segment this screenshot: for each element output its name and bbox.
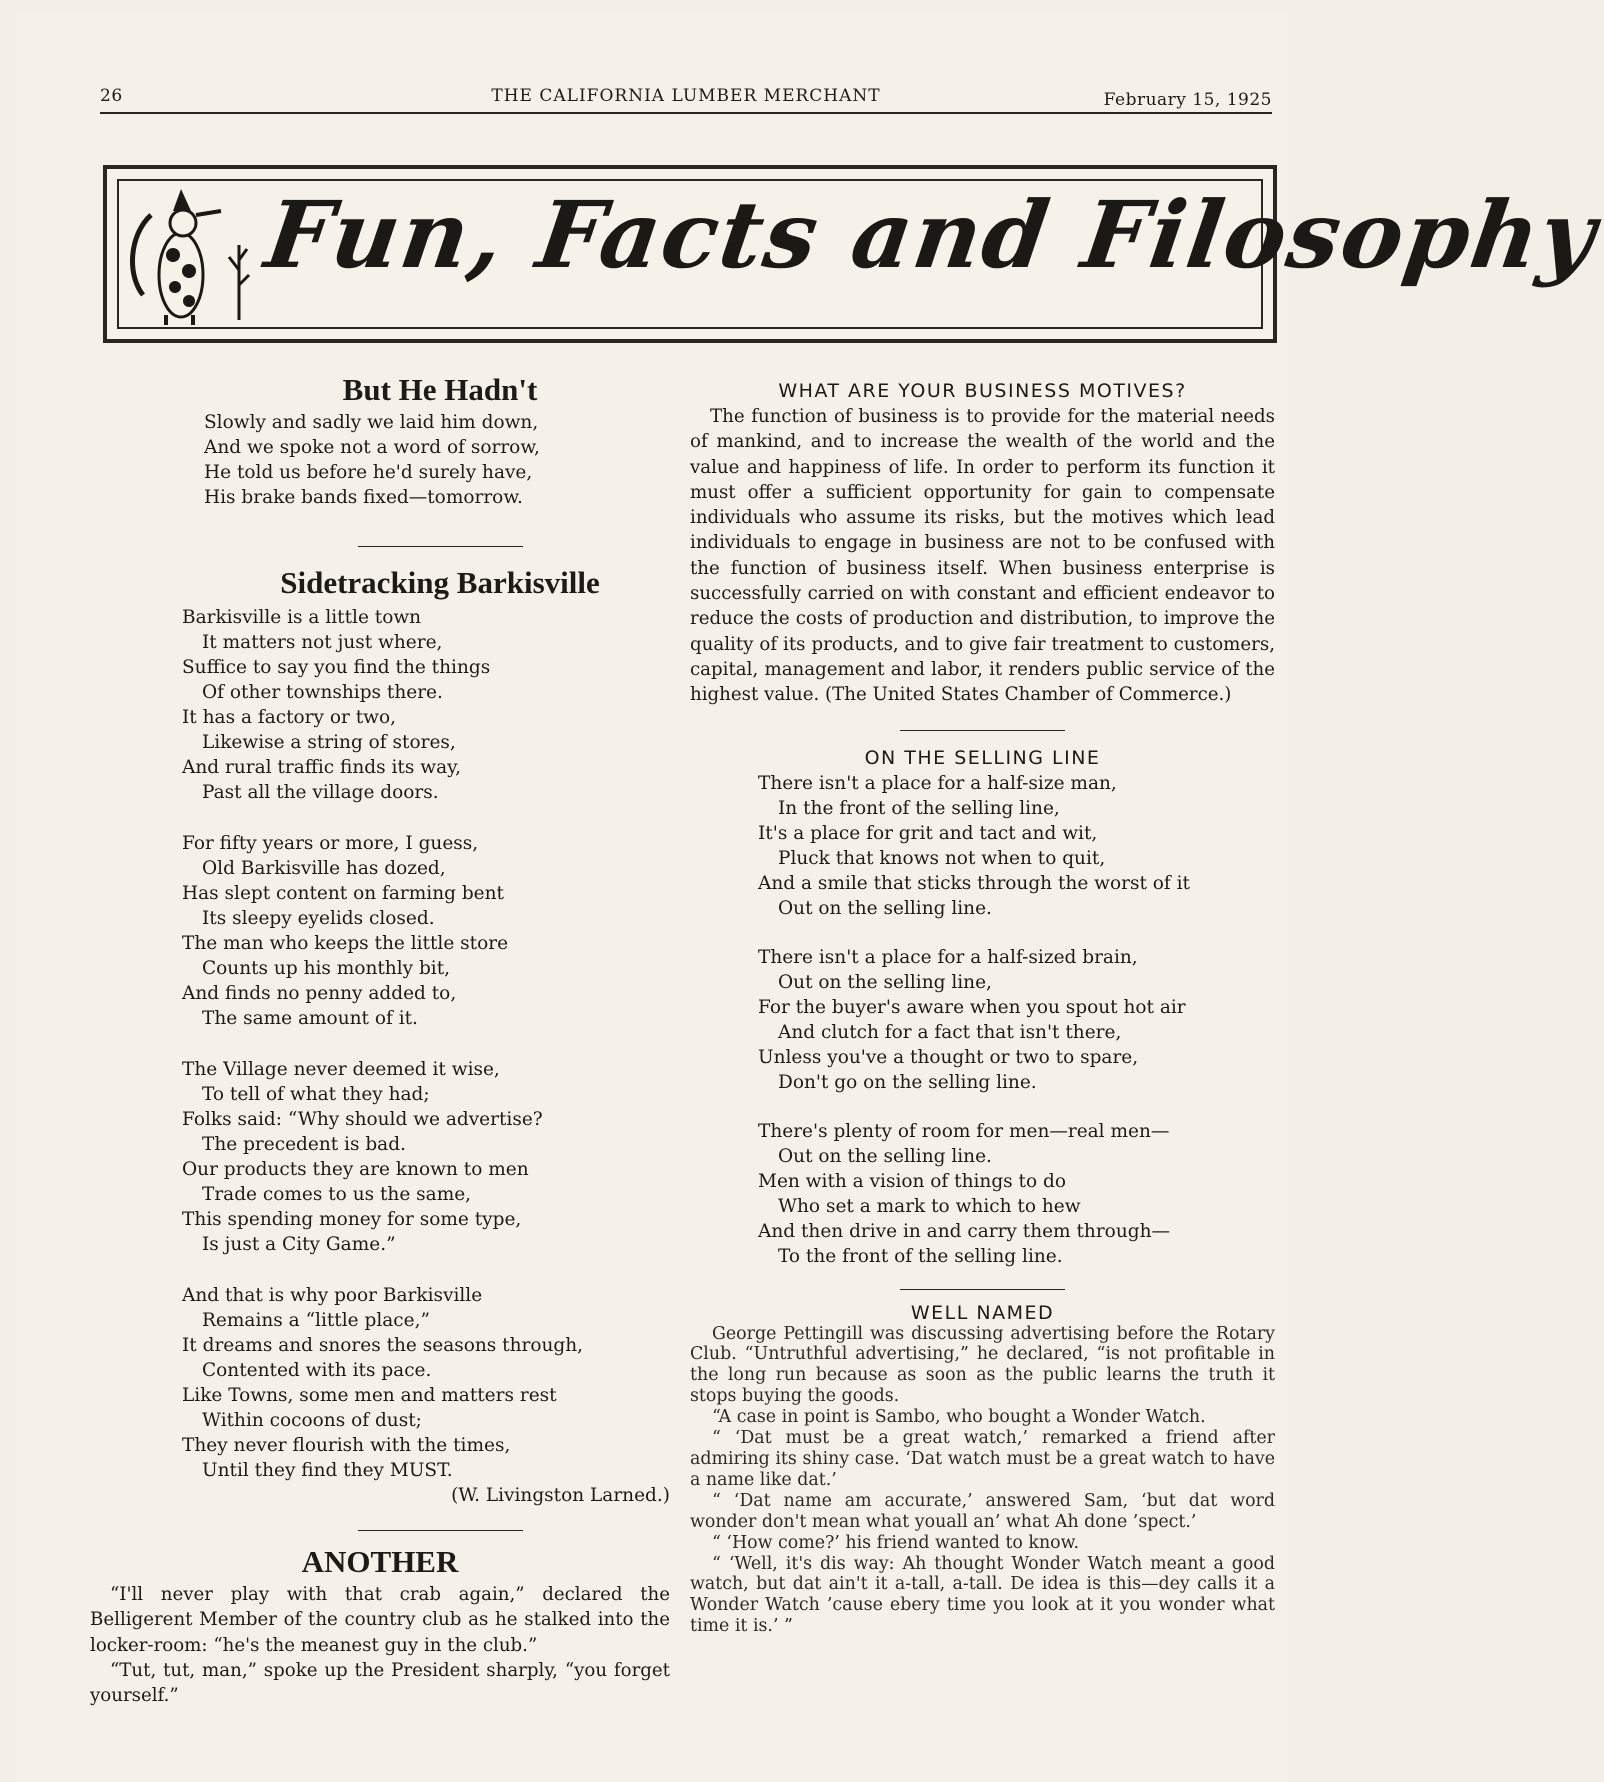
section-title-well-named: WELL NAMED — [910, 1301, 1055, 1324]
poem-line: Barkisville is a little town — [182, 607, 422, 628]
another-body — [90, 1582, 670, 1708]
poem-line: And then drive in and carry them through— — [758, 1220, 1170, 1242]
poem-line: Pluck that knows not when to quit, — [778, 847, 1106, 869]
publication-title: THE CALIFORNIA LUMBER MERCHANT — [491, 86, 881, 106]
poem-line: Has slept content on farming bent — [182, 883, 504, 904]
poem-line: In the front of the selling line, — [778, 797, 1060, 819]
poem-line: For fifty years or more, I guess, — [182, 833, 479, 854]
poem-line: The same amount of it. — [202, 1008, 418, 1029]
poem-line: It matters not just where, — [202, 632, 443, 653]
paragraph: “A case in point is Sambo, who bought a Wonder Watch. — [712, 1407, 1206, 1428]
poem-line: And that is why poor Barkisville — [182, 1285, 483, 1306]
poem-line: Men with a vision of things to do — [758, 1170, 1066, 1192]
poem-line: It has a factory or two, — [182, 707, 396, 728]
poem-line: Until they find they MUST. — [202, 1460, 453, 1481]
poem-selling-line — [690, 771, 1275, 1269]
poem-line: Who set a mark to which to hew — [778, 1195, 1081, 1217]
issue-date: February 15, 1925 — [1103, 90, 1272, 110]
poem-line: Out on the selling line. — [778, 897, 992, 919]
banner-title: Fun, Facts and Filosophy — [259, 181, 1604, 289]
poem-line: It dreams and snores the seasons through, — [182, 1335, 584, 1356]
poem-line: Is just a City Game.” — [202, 1234, 396, 1255]
poem-line: To the front of the selling line. — [778, 1245, 1063, 1267]
poem-line: Likewise a string of stores, — [202, 732, 456, 753]
right-column — [690, 380, 1275, 1637]
poem-line: Trade comes to us the same, — [202, 1184, 472, 1205]
poem-credit: (W. Livingston Larned.) — [451, 1485, 670, 1506]
poem-line: His brake bands fixed—tomorrow. — [204, 487, 523, 508]
well-named-body — [690, 1324, 1275, 1638]
poem-line: Contented with its pace. — [202, 1360, 432, 1381]
poem-line: Old Barkisville has dozed, — [202, 858, 446, 879]
poem-line: Like Towns, some men and matters rest — [182, 1385, 557, 1406]
poem-line: To tell of what they had; — [202, 1084, 430, 1105]
paragraph: “ ‘How come?’ his friend wanted to know. — [712, 1532, 1079, 1553]
section-divider — [900, 1289, 1065, 1290]
section-divider — [358, 546, 523, 547]
poem-line: It's a place for grit and tact and wit, — [758, 822, 1098, 844]
poem-line: There isn't a place for a half-size man, — [758, 772, 1117, 794]
poem-line: Out on the selling line. — [778, 1145, 992, 1167]
poem-line: Suffice to say you find the things — [182, 657, 491, 678]
poem-line: There's plenty of room for men—real men— — [758, 1120, 1170, 1142]
poem-line: Our products they are known to men — [182, 1159, 529, 1180]
page-header — [100, 86, 1272, 114]
section-divider — [358, 1530, 523, 1531]
section-title-motives: WHAT ARE YOUR BUSINESS MOTIVES? — [778, 380, 1187, 402]
poem-line: Folks said: “Why should we advertise? — [182, 1109, 543, 1130]
section-banner — [103, 165, 1604, 343]
left-column — [170, 372, 710, 1531]
poem-line: They never flourish with the times, — [182, 1435, 511, 1456]
poem-line: And a smile that sticks through the worst of it — [758, 872, 1190, 894]
poem-line: This spending money for some type, — [182, 1209, 522, 1230]
poem-line: The man who keeps the little store — [182, 933, 509, 954]
section-title-another: ANOTHER — [301, 1544, 459, 1579]
section-title-selling: ON THE SELLING LINE — [864, 746, 1101, 769]
poem-line: Of other townships there. — [202, 682, 443, 703]
poem-line: And we spoke not a word of sorrow, — [204, 437, 540, 458]
clown-with-sign-icon — [121, 175, 261, 325]
poem-line: And rural traffic finds its way, — [182, 757, 461, 778]
motives-body — [690, 404, 1275, 708]
poem-line: He told us before he'd surely have, — [204, 462, 533, 483]
poem-but-he-hadnt — [170, 410, 710, 510]
poem-sidetracking — [170, 605, 710, 1508]
paragraph: The function of business is to provide for the material needs of mankind, and to increase the wealth of the world and the value and happiness of life. In order to perform its function it must offer a sufficient opportunity for gain to compensate individuals who assume its risks, but the motives which lead individuals to engage in business are not to be confused with the function of business itself. When business enterprise is successfully carried on with constant and efficient endeavor to reduce the costs of production and distribution, to improve the quality of its products, and to give fair treatment to customers, capital, management and labor, it renders public service of the highest value. (The United States Chamber of Commerce.) — [690, 406, 1275, 706]
paragraph: “ ‘Well, it's dis way: Ah thought Wonder Watch meant a good watch, but dat ain't it a-tall, a-tall. De idea is this—dey calls it a Wonder Watch ’cause ebery time you look at it you wonder what time it is.’ ” — [690, 1553, 1275, 1637]
section-divider — [900, 730, 1065, 731]
poem-title-sidetracking: Sidetracking Barkisville — [280, 565, 600, 600]
poem-line: There isn't a place for a half-sized brain, — [758, 946, 1138, 968]
paragraph: “ ‘Dat must be a great watch,’ remarked a friend after admiring its shiny case. ‘Dat watch must be a great watch to have a name like dat.’ — [690, 1428, 1275, 1490]
poem-line: And clutch for a fact that isn't there, — [778, 1021, 1122, 1043]
poem-line: Its sleepy eyelids closed. — [202, 908, 435, 929]
poem-line: Past all the village doors. — [202, 782, 439, 803]
poem-line: Unless you've a thought or two to spare, — [758, 1046, 1139, 1068]
poem-line: Counts up his monthly bit, — [202, 958, 451, 979]
poem-line: Remains a “little place,” — [202, 1310, 430, 1331]
poem-line: And finds no penny added to, — [182, 983, 457, 1004]
paragraph: “Tut, tut, man,” spoke up the President sharply, “you forget yourself.” — [90, 1659, 670, 1707]
poem-line: Out on the selling line, — [778, 971, 992, 993]
page-number: 26 — [100, 86, 123, 106]
poem-title-but-he-hadnt: But He Hadn't — [342, 372, 538, 407]
paragraph: “ ‘Dat name am accurate,’ answered Sam, ‘but dat word wonder don't mean what youall an’ what Ah done ’spect.’ — [690, 1490, 1275, 1532]
paragraph: “I'll never play with that crab again,” declared the Belligerent Member of the country club as he stalked into the locker-room: “he's the meanest guy in the club.” — [90, 1584, 670, 1656]
poem-line: Within cocoons of dust; — [202, 1410, 422, 1431]
poem-line: Don't go on the selling line. — [778, 1071, 1037, 1093]
poem-line: Slowly and sadly we laid him down, — [204, 412, 539, 433]
poem-line: The precedent is bad. — [202, 1134, 406, 1155]
poem-line: For the buyer's aware when you spout hot air — [758, 996, 1186, 1018]
paragraph: George Pettingill was discussing advertising before the Rotary Club. “Untruthful advertising,” he declared, “is not profitable in the long run because as soon as the public learns the truth it stops buying the goods. — [690, 1323, 1275, 1407]
another-section — [90, 1544, 670, 1708]
poem-line: The Village never deemed it wise, — [182, 1059, 500, 1080]
